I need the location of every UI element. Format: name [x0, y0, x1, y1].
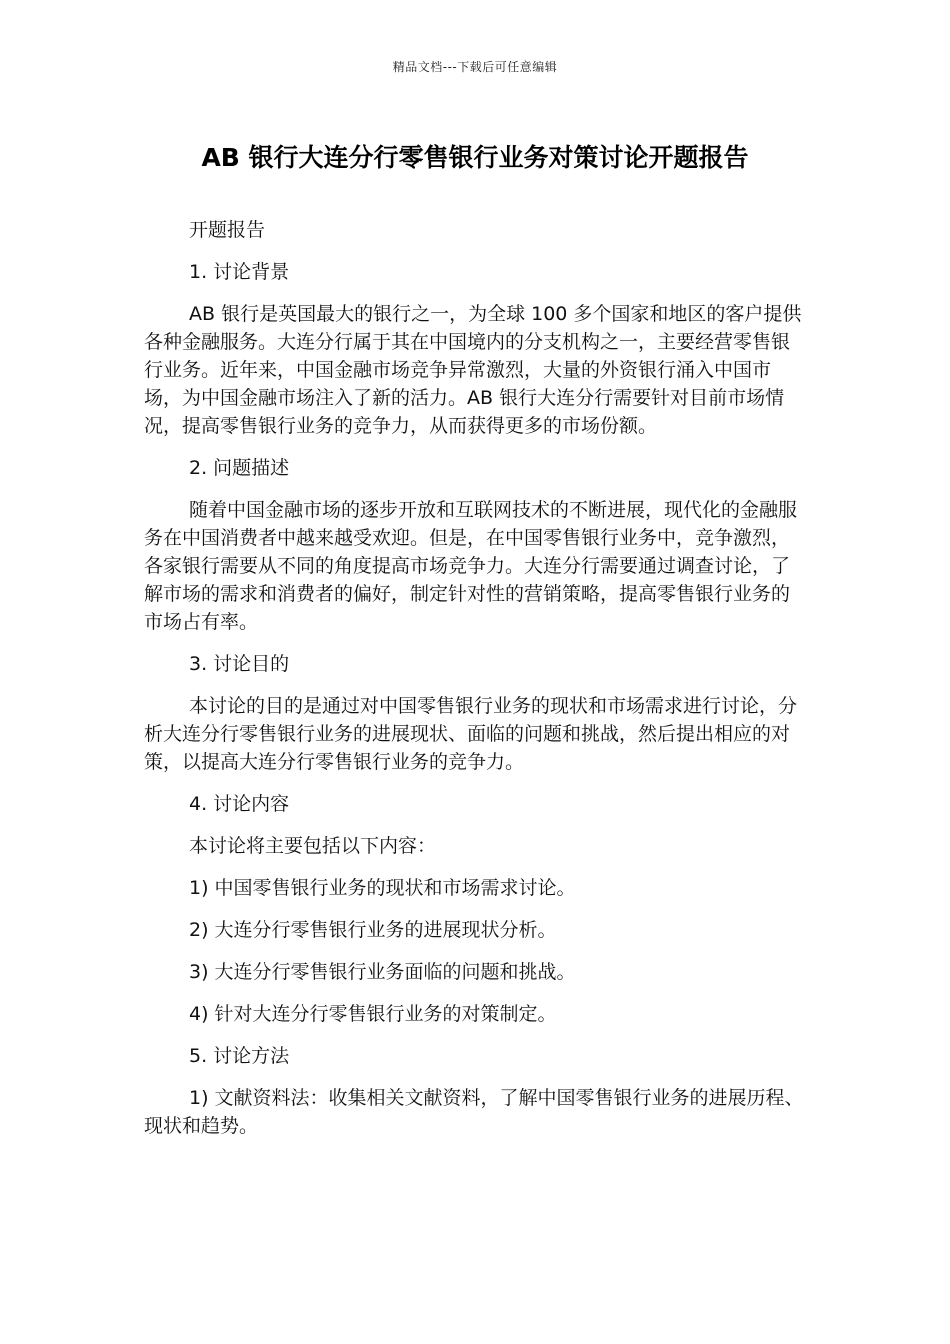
paragraph-problem: 随着中国金融市场的逐步开放和互联网技术的不断进展，现代化的金融服务在中国消费者中越来越受欢迎。但是，在中国零售银行业务中，竞争激烈，各家银行需要从不同的角度提高市场竞争力。大连分行需要通过调查讨论，了解市场的需求和消费者的偏好，制定针对性的营销策略，提高零售银行业务的市场占有率。	[144, 499, 798, 633]
list-item-content-3: 3) 大连分行零售银行业务面临的问题和挑战。	[189, 961, 576, 983]
heading-method: 5. 讨论方法	[189, 1045, 290, 1067]
list-item-content-2: 2) 大连分行零售银行业务的进展现状分析。	[189, 919, 557, 941]
list-item-method-1: 1) 文献资料法：收集相关文献资料，了解中国零售银行业务的进展历程、现状和趋势。	[144, 1087, 804, 1137]
document-body	[144, 216, 804, 1154]
heading-background: 1. 讨论背景	[189, 261, 290, 283]
heading-content: 4. 讨论内容	[189, 793, 290, 815]
header-note: 精品文档---下载后可任意编辑	[392, 60, 558, 74]
list-item-content-1: 1) 中国零售银行业务的现状和市场需求讨论。	[189, 877, 576, 899]
list-item-content-4: 4) 针对大连分行零售银行业务的对策制定。	[189, 1003, 557, 1025]
heading-problem: 2. 问题描述	[189, 457, 290, 479]
paragraph-purpose: 本讨论的目的是通过对中国零售银行业务的现状和市场需求进行讨论，分析大连分行零售银行业务的进展现状、面临的问题和挑战，然后提出相应的对策，以提高大连分行零售银行业务的竞争力。	[144, 695, 798, 773]
paragraph-content-intro: 本讨论将主要包括以下内容：	[189, 835, 437, 857]
heading-purpose: 3. 讨论目的	[189, 653, 290, 675]
section-label-report: 开题报告	[189, 219, 266, 241]
page-title: AB 银行大连分行零售银行业务对策讨论开题报告	[201, 143, 749, 172]
paragraph-background: AB 银行是英国最大的银行之一，为全球 100 多个国家和地区的客户提供各种金融服务。大连分行属于其在中国境内的分支机构之一，主要经营零售银行业务。近年来，中国金融市场竞争异常激烈，大量的外资银行涌入中国市场，为中国金融市场注入了新的活力。AB 银行大连分行需要针对目前市场情况，提高零售银行业务的竞争力，从而获得更多的市场份额。	[144, 303, 802, 437]
